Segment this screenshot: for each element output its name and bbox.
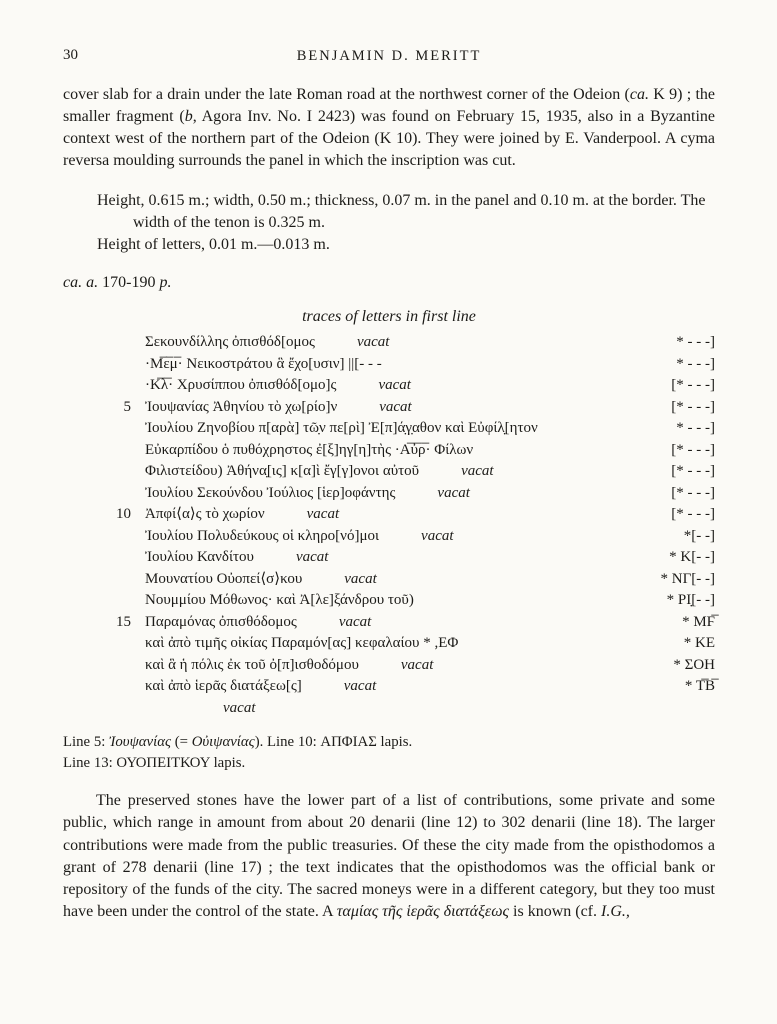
inscription-row: [105, 655, 715, 677]
vacat-label: vacat: [223, 699, 256, 716]
vacat-label: vacat: [461, 463, 494, 479]
date-line: ca. a. 170-190 p.: [63, 274, 172, 291]
vacat-label: vacat: [338, 613, 372, 630]
vacat-label: vacat: [295, 549, 329, 565]
restoration-text: * ΡΙ̣[- -]: [666, 592, 715, 608]
greek-text: Φιλιστείδου) Ἀθήνα̣[ις] κ[α]ὶ ἔγ[γ]ονοι αὐτοῦ: [145, 463, 420, 479]
greek-text-wrap: [145, 612, 682, 634]
vacat-label: vacat: [378, 377, 411, 393]
greek-text: Ἰουλίου Σεκούνδου Ἰούλιος [ἱερ]οφάντης: [145, 484, 396, 501]
inscription-row: [105, 332, 715, 354]
greek-text-wrap: [145, 526, 684, 548]
greek-text: Εὐκαρπίδου ὁ πυθόχρηστος ἐ[ξ]ηγ[η]τὴς ·Α̅ὐ̅ρ̅· Φίλων: [145, 441, 474, 458]
greek-text: Ἰουψανίας Ἀθηνίου τὸ χω[ρίο]ν: [145, 398, 338, 415]
line-number: 15: [116, 613, 131, 630]
inscription-row: [105, 590, 715, 612]
greek-text-wrap: [145, 676, 685, 698]
apparatus-notes: [63, 732, 715, 774]
inscription-row: [105, 612, 715, 634]
restoration-text: * Κ[- -]: [669, 549, 715, 565]
greek-text-wrap: [145, 698, 715, 720]
restoration-text: [* - - -]: [671, 398, 715, 415]
greek-text: καὶ ἀπὸ ἱερᾶς διατάξεω[ς]: [145, 678, 302, 694]
greek-text: Ἀπφί⟨α⟩ς τὸ χωρίον: [145, 506, 265, 522]
inscription-block: [105, 332, 715, 719]
restoration-text: [* - - -]: [671, 506, 715, 522]
restoration-text: * - - -]: [676, 420, 715, 436]
vacat-label: vacat: [400, 656, 434, 673]
restoration-text: * ΚΕ: [683, 635, 715, 651]
measurements-line-1: Height, 0.615 m.; width, 0.50 m.; thickness, 0.07 m. in the panel and 0.10 m. at the border. The width of the tenon is 0.325 m.: [97, 192, 706, 231]
greek-text: Σεκουνδίλλης ὀπισθόδ[ομος: [145, 334, 315, 350]
restoration-text: [* - - -]: [671, 484, 715, 501]
restoration-text: *[- -]: [683, 527, 715, 544]
vacat-label: vacat: [437, 484, 470, 501]
running-head: BENJAMIN D. MERITT: [296, 48, 482, 64]
greek-text: Ἰουλίου Κανδίτου: [145, 549, 254, 565]
inscription-row: [105, 676, 715, 698]
greek-text-wrap: [145, 332, 676, 354]
greek-text-wrap: [145, 375, 671, 397]
greek-text: Νουμμίου Μόθωνος· καὶ Ἀ[λε]ξάνδρου τοῦ): [145, 592, 414, 608]
greek-text: Παραμόνας ὀπισθόδομος: [145, 613, 297, 630]
restoration-text: * ΜϜ̅: [682, 613, 715, 630]
inscription-row: [105, 375, 715, 397]
intro-paragraph: cover slab for a drain under the late Roman road at the northwest corner of the Odeion (ca. K 9) ; the smaller fragment (b, Agora Inv. No. I 2423) was found on February 15, 1935, also in a Byzantine context west of the northern part of the Odeion (K 10). They were joined by E. Vanderpool. A cyma reversa moulding surrounds the panel in which the inscription was cut.: [63, 86, 716, 169]
inscription-row: [105, 440, 715, 462]
restoration-text: * Τ̅Β̅: [684, 678, 715, 694]
inscription-row: [105, 397, 715, 419]
greek-text: καὶ ἃ ἡ πόλις ἐκ τοῦ ὀ[π]ισθοδόμου: [145, 656, 359, 673]
greek-text-wrap: [145, 633, 684, 655]
vacat-label: vacat: [421, 527, 454, 544]
inscription-row: [105, 504, 715, 526]
inscription-caption: traces of letters in first line: [302, 308, 476, 325]
vacat-label: vacat: [344, 570, 377, 587]
greek-text: ·Μ̅ε̅μ̅· Νεικοστράτου ἃ ἔχο[υσιν] ||[- - -: [145, 355, 382, 372]
greek-text: ·Κ̅λ̅· Χρυσίππου ὀπισθόδ[ομο]ς: [145, 377, 337, 393]
closing-paragraph: The preserved stones have the lower part of a list of contributions, some private and some public, which range in amount from about 20 denarii (line 12) to 302 denarii (line 18). The larger contributions were made from the public treasuries. Of these the city made from the opisthodomos a grant of 278 denarii (line 17) ; the text indicates that the opisthodomos was the official bank or repository of the funds of the city. The sacred moneys were in a different category, but they too must have been under the control of the state. A ταμίας τῆς ἱερᾶς διατάξεως is known (cf. I.G.,: [63, 792, 715, 921]
inscription-row: [105, 526, 715, 548]
greek-text-wrap: [145, 418, 676, 440]
greek-text-wrap: [145, 483, 671, 505]
page-number: 30: [63, 47, 78, 63]
vacat-label: vacat: [306, 506, 340, 522]
inscription-row: [105, 483, 715, 505]
restoration-text: [* - - -]: [671, 377, 715, 393]
inscription-row: [105, 569, 715, 591]
apparatus-note: Line 13: ΟΥΟΠΕΙΤΚΟΥ lapis.: [63, 755, 246, 771]
vacat-label: vacat: [356, 334, 390, 350]
inscription-row: [105, 698, 715, 720]
greek-text-wrap: [145, 547, 669, 569]
greek-text-wrap: [145, 504, 671, 526]
restoration-text: [* - - -]: [671, 463, 715, 479]
greek-text-wrap: [145, 655, 673, 677]
vacat-label: vacat: [379, 398, 412, 415]
measurements-line-2: Height of letters, 0.01 m.—0.013 m.: [97, 236, 330, 253]
line-number: 5: [123, 398, 131, 415]
page-header: [63, 46, 715, 66]
greek-text: Ἰουλίου Ζηνοβίου π[αρὰ] τῶ̣ν πε[ρὶ] Ἐ[π]ά̣γ̣αθον καὶ Εὐφίλ̣[ητον: [145, 420, 538, 436]
inscription-row: [105, 461, 715, 483]
inscription-row: [105, 547, 715, 569]
restoration-text: [* - - -]: [671, 441, 715, 458]
greek-text: Μουνατίου Οὐοπεί⟨σ⟩κου: [145, 570, 303, 587]
greek-text: καὶ ἀπὸ τιμῆς οἰκίας Παραμόν[ας] κεφαλαίου * ,ΕΦ: [145, 635, 459, 651]
restoration-text: * - - -]: [676, 355, 715, 372]
restoration-text: * ΣΟΗ: [673, 656, 715, 673]
greek-text-wrap: [145, 354, 676, 376]
restoration-text: * ΝΓ[- -]: [660, 570, 715, 587]
greek-text-wrap: [145, 569, 661, 591]
inscription-row: [105, 633, 715, 655]
greek-text-wrap: [145, 590, 667, 612]
greek-text-wrap: [145, 397, 671, 419]
apparatus-note: Line 5: Ἰουψανίας (= Οὐιψανίας). Line 10: ΑΠΦΙΑΣ lapis.: [63, 734, 413, 750]
line-number: 10: [116, 506, 131, 522]
vacat-label: vacat: [343, 678, 377, 694]
greek-text-wrap: [145, 440, 671, 462]
inscription-row: [105, 418, 715, 440]
restoration-text: * - - -]: [676, 334, 715, 350]
greek-text: Ἰουλίου Πολυδεύκους οἱ κληρο[νό]μοι: [145, 527, 380, 544]
inscription-row: [105, 354, 715, 376]
greek-text-wrap: [145, 461, 671, 483]
